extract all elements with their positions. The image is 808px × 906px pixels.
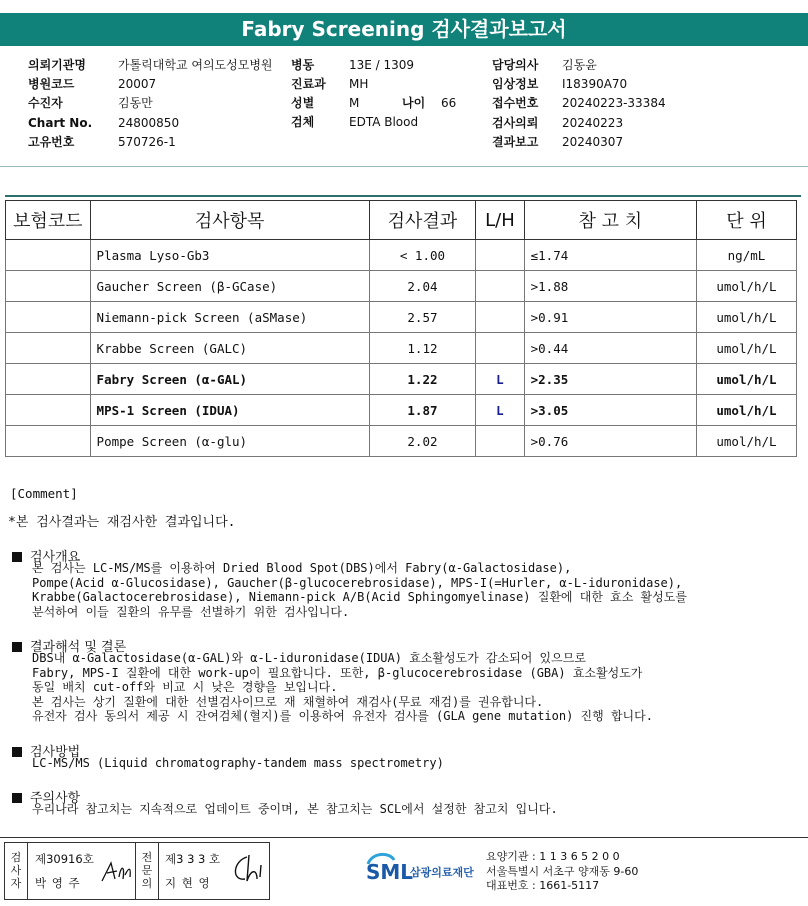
tester-label: 검 사 자 xyxy=(10,851,22,890)
result-cell: 2.57 xyxy=(369,302,476,333)
info-value: 김동만 xyxy=(118,96,153,110)
unit-cell: ng/mL xyxy=(696,240,796,271)
column-header: L/H xyxy=(476,201,524,240)
divider xyxy=(5,195,801,197)
section-heading-text: 주의사항 xyxy=(30,791,81,806)
results-body xyxy=(6,240,797,457)
info-field xyxy=(28,75,156,94)
tester-signature xyxy=(99,857,133,887)
test-item-cell: Gaucher Screen (β-GCase) xyxy=(90,271,369,302)
info-label: 검체 xyxy=(291,115,315,129)
bullet-square-icon xyxy=(12,747,22,757)
comment-label: [Comment] xyxy=(10,486,78,501)
age-field xyxy=(402,94,456,113)
flag-cell: L xyxy=(476,395,524,426)
divider xyxy=(0,837,808,838)
reference-cell: ≤1.74 xyxy=(524,240,696,271)
insurance-code-cell xyxy=(6,395,91,426)
info-field xyxy=(28,94,153,113)
comment-note: *본 검사결과는 재검사한 결과입니다. xyxy=(8,515,236,530)
column-header: 검사항목 xyxy=(90,201,369,240)
unit-cell: umol/h/L xyxy=(696,333,796,364)
section-body xyxy=(32,802,558,817)
test-item-cell: Niemann-pick Screen (aSMase) xyxy=(90,302,369,333)
organization-info xyxy=(486,850,638,894)
section-line: 우리나라 참고치는 지속적으로 업데이트 중이며, 본 참고치는 SCL에서 설정한 참고치 입니다. xyxy=(32,802,558,816)
table-header-row xyxy=(6,201,797,240)
tester-license: 제30916호 xyxy=(35,852,94,866)
info-field xyxy=(291,56,414,75)
insurance-code-cell xyxy=(6,271,91,302)
organization-info-line: 대표번호 : 1661-5117 xyxy=(486,879,600,892)
bullet-square-icon xyxy=(12,642,22,652)
info-field xyxy=(28,56,273,75)
info-field xyxy=(492,75,627,94)
insurance-code-cell xyxy=(6,240,91,271)
test-item-cell: Plasma Lyso-Gb3 xyxy=(90,240,369,271)
info-field xyxy=(492,94,666,113)
info-label: 검사의뢰 xyxy=(492,116,539,130)
info-field xyxy=(492,133,623,152)
table-row xyxy=(6,302,797,333)
test-item-cell: Krabbe Screen (GALC) xyxy=(90,333,369,364)
info-value: 20240307 xyxy=(562,135,624,149)
flag-cell: L xyxy=(476,364,524,395)
info-value: EDTA Blood xyxy=(349,115,419,129)
divider xyxy=(0,166,808,167)
info-field xyxy=(28,133,176,152)
result-cell: < 1.00 xyxy=(369,240,476,271)
tester-name: 박 영 주 xyxy=(35,876,81,890)
logo-text: SML xyxy=(366,860,414,884)
unit-cell: umol/h/L xyxy=(696,364,796,395)
info-field xyxy=(28,114,179,133)
info-label: 수진자 xyxy=(28,96,63,110)
info-value: MH xyxy=(349,77,369,91)
section-line: LC-MS/MS (Liquid chromatography-tandem mass spectrometry) xyxy=(32,756,444,770)
reference-cell: >0.76 xyxy=(524,426,696,457)
section-line: 본 검사는 상기 질환에 대한 선별검사이므로 재 채혈하여 재검사(무료 재검)를 권유합니다. xyxy=(32,694,544,709)
result-cell: 2.04 xyxy=(369,271,476,302)
info-label: 의뢰기관명 xyxy=(28,58,86,72)
info-value: 20240223-33384 xyxy=(562,96,666,110)
reference-cell: >2.35 xyxy=(524,364,696,395)
section-heading-text: 결과해석 및 결론 xyxy=(30,640,127,655)
flag-cell xyxy=(476,240,524,271)
info-value: I18390A70 xyxy=(562,77,628,91)
insurance-code-cell xyxy=(6,302,91,333)
reference-cell: >0.44 xyxy=(524,333,696,364)
result-cell: 2.02 xyxy=(369,426,476,457)
section-line: 동일 배치 cut-off와 비교 시 낮은 경향을 보입니다. xyxy=(32,680,338,694)
result-cell: 1.12 xyxy=(369,333,476,364)
info-label: Chart No. xyxy=(28,116,93,130)
unit-cell: umol/h/L xyxy=(696,271,796,302)
age-label: 나이 xyxy=(402,96,426,110)
unit-cell: umol/h/L xyxy=(696,302,796,333)
flag-cell xyxy=(476,271,524,302)
flag-cell xyxy=(476,302,524,333)
section-line: Krabbe(Galactocerebrosidase), Niemann-pick A/B(Acid Sphingomyelinase) 질환에 대한 효소 활성도를 xyxy=(32,590,687,604)
test-item-cell: Fabry Screen (α-GAL) xyxy=(90,364,369,395)
section-line: Fabry, MPS-I 질환에 대한 work-up이 필요합니다. 또한, β-glucocerebrosidase (GBA) 효소활성도가 xyxy=(32,665,643,680)
test-item-cell: MPS-1 Screen (IDUA) xyxy=(90,395,369,426)
info-value: 24800850 xyxy=(118,116,180,130)
reference-cell: >3.05 xyxy=(524,395,696,426)
info-value: M xyxy=(349,96,360,110)
section-line: Pompe(Acid α-Glucosidase), Gaucher(β-glucocerebrosidase), MPS-I(=Hurler, α-L-iduronidase), xyxy=(32,575,683,590)
info-label: 결과보고 xyxy=(492,135,539,149)
info-label: 병동 xyxy=(291,58,315,72)
column-header: 단 위 xyxy=(696,201,796,240)
section-line: 분석하여 이들 질환의 유무를 선별하기 위한 검사입니다. xyxy=(32,604,350,619)
section-heading-text: 검사개요 xyxy=(30,550,81,565)
test-item-cell: Pompe Screen (α-glu) xyxy=(90,426,369,457)
table-row xyxy=(6,271,797,302)
info-field xyxy=(291,75,368,94)
specialist-label: 전 문 의 xyxy=(141,851,153,890)
section-body xyxy=(32,756,444,771)
table-row xyxy=(6,333,797,364)
signature-box xyxy=(4,842,270,900)
flag-cell xyxy=(476,333,524,364)
results-table xyxy=(5,200,797,457)
info-value: 20240223 xyxy=(562,116,624,130)
report-title: Fabry Screening 검사결과보고서 xyxy=(0,13,808,46)
specialist-signature xyxy=(227,851,265,887)
info-label: 접수번호 xyxy=(492,96,539,110)
result-cell: 1.22 xyxy=(369,364,476,395)
section-body xyxy=(32,651,653,724)
insurance-code-cell xyxy=(6,364,91,395)
organization-info-line: 요양기관 : 1 1 3 6 5 2 0 0 xyxy=(486,850,620,863)
reference-cell: >1.88 xyxy=(524,271,696,302)
column-header: 검사결과 xyxy=(369,201,476,240)
table-row xyxy=(6,426,797,457)
section-line: DBS내 α-Galactosidase(α-GAL)와 α-L-iduronidase(IDUA) 효소활성도가 감소되어 있으므로 xyxy=(32,651,586,665)
section-heading-text: 검사방법 xyxy=(30,745,81,760)
section-body xyxy=(32,561,687,619)
insurance-code-cell xyxy=(6,426,91,457)
section-line: 본 검사는 LC-MS/MS를 이용하여 Dried Blood Spot(DBS)에서 Fabry(α-Galactosidase), xyxy=(32,561,572,575)
info-label: 임상정보 xyxy=(492,77,539,91)
column-header: 참 고 치 xyxy=(524,201,696,240)
table-row xyxy=(6,364,797,395)
unit-cell: umol/h/L xyxy=(696,395,796,426)
age-value: 66 xyxy=(441,96,457,110)
bullet-square-icon xyxy=(12,793,22,803)
info-label: 진료과 xyxy=(291,77,326,91)
info-value: 570726-1 xyxy=(118,135,176,149)
info-label: 고유번호 xyxy=(28,135,75,149)
section-line: 유전자 검사 동의서 제공 시 잔여검체(혈지)를 이용하여 유전자 검사를 (GLA gene mutation) 진행 합니다. xyxy=(32,709,653,723)
logo-subtext: 삼광의료재단 xyxy=(410,866,474,879)
specialist-name: 지 현 영 xyxy=(165,876,211,890)
info-label: 담당의사 xyxy=(492,58,539,72)
flag-cell xyxy=(476,426,524,457)
info-value: 가톨릭대학교 여의도성모병원 xyxy=(118,58,273,72)
insurance-code-cell xyxy=(6,333,91,364)
table-row xyxy=(6,240,797,271)
info-value: 13E / 1309 xyxy=(349,58,415,72)
info-value: 김동윤 xyxy=(562,58,597,72)
bullet-square-icon xyxy=(12,552,22,562)
column-header: 보험코드 xyxy=(6,201,91,240)
info-field xyxy=(291,113,418,132)
table-row xyxy=(6,395,797,426)
unit-cell: umol/h/L xyxy=(696,426,796,457)
info-value: 20007 xyxy=(118,77,157,91)
info-field xyxy=(492,56,597,75)
info-field xyxy=(291,94,359,113)
result-cell: 1.87 xyxy=(369,395,476,426)
info-field xyxy=(492,114,623,133)
info-label: 병원코드 xyxy=(28,77,75,91)
reference-cell: >0.91 xyxy=(524,302,696,333)
organization-info-line: 서울특별시 서초구 양재동 9-60 xyxy=(486,864,639,878)
info-label: 성별 xyxy=(291,96,315,110)
specialist-license: 제3 3 3 호 xyxy=(165,852,221,866)
